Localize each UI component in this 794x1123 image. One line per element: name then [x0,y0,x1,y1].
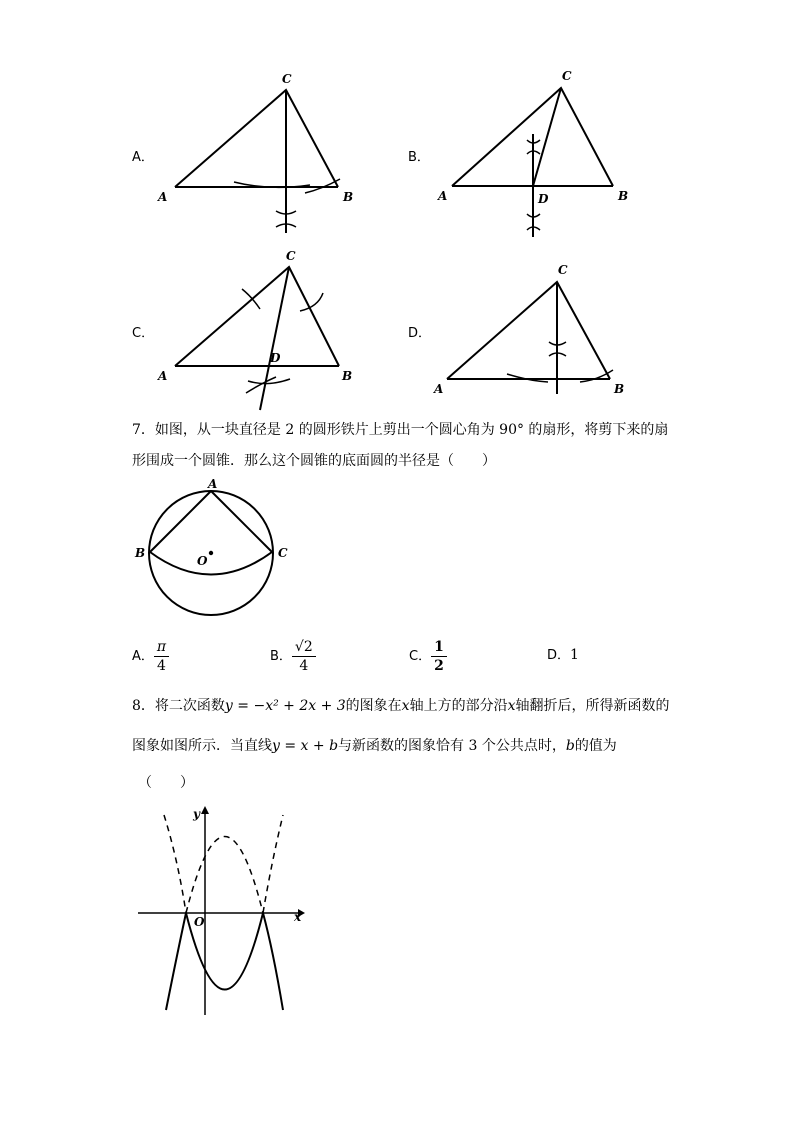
q7-option-a [132,638,169,675]
fraction-denominator: 4 [157,658,166,674]
fraction-denominator: 2 [434,658,444,674]
q7-text-line1: 7．如图，从一块直径是 2 的圆形铁片上剪出一个圆心角为 90° 的扇形，将剪下来的扇 [132,422,669,438]
point-b: B [135,546,146,560]
q6-option-a-label: A． [132,150,154,165]
point-c: C [562,69,572,83]
q8-text: 图象如图所示．当直线 [132,738,272,754]
q7-option-d-label: D． [547,648,571,663]
q7-option-d [547,645,579,666]
q8-graph [130,800,310,1020]
origin-label: O [194,915,205,929]
fraction-numerator: π [154,638,169,657]
axis-label-x: x [294,910,302,924]
fraction-denominator: 4 [299,658,309,674]
q8-text: 与新函数的图象恰有 3 个公共点时， [338,738,566,754]
point-o: O [197,554,208,568]
q7-circle-figure [130,475,300,620]
fraction-numerator: √2 [292,638,316,657]
point-c: C [558,263,568,277]
point-a: A [158,369,168,383]
q6-option-c-label: C． [132,326,155,341]
point-a: A [438,189,448,203]
q6-option-d-label: D． [408,326,432,341]
q7-option-b-label: B． [270,648,292,664]
point-a: A [208,477,218,491]
point-d: D [538,192,549,206]
q8-text-line2 [132,736,617,756]
q7-option-c-label: C． [409,648,432,664]
q7-option-c-fraction [431,638,447,675]
q8-var-x: x [507,698,516,714]
q7-option-c [409,638,447,675]
q8-var-b: b [565,738,575,754]
q7-option-d-value: 1 [570,647,579,663]
q8-text: 轴翻折后，所得新函数的 [515,698,670,714]
point-b: B [614,382,625,396]
point-b: B [618,189,629,203]
q7-option-b-fraction [292,638,316,675]
q8-answer-bracket: （ ） [138,775,194,791]
point-d: D [270,351,281,365]
q6-figure-c [150,245,360,415]
q6-figure-b [430,62,640,242]
point-b: B [342,369,353,383]
q6-figure-d [430,258,640,403]
q8-var-x: x [401,698,410,714]
q8-text-line1 [132,696,669,716]
fraction-numerator: 1 [431,638,447,657]
point-a: A [158,190,168,204]
q7-text-line2: 形围成一个圆锥．那么这个圆锥的底面圆的半径是（ ） [132,453,496,469]
q7-option-b [270,638,316,675]
q8-equation: y = x + b [272,738,339,754]
q8-text: 的值为 [574,738,617,754]
q6-figure-a [150,65,360,240]
point-c: C [282,72,292,86]
axis-label-y: y [193,807,200,821]
point-a: A [434,382,444,396]
point-c: C [286,249,296,263]
q7-option-a-fraction [154,638,169,675]
q8-text: 轴上方的部分沿 [409,698,508,714]
q8-text: 8．将二次函数 [132,698,225,714]
q6-option-b-label: B． [408,150,430,165]
q8-text: 的图象在 [345,698,402,714]
q8-equation: y = −x² + 2x + 3 [224,698,346,714]
point-c: C [278,546,288,560]
q7-option-a-label: A． [132,648,154,664]
point-b: B [343,190,354,204]
